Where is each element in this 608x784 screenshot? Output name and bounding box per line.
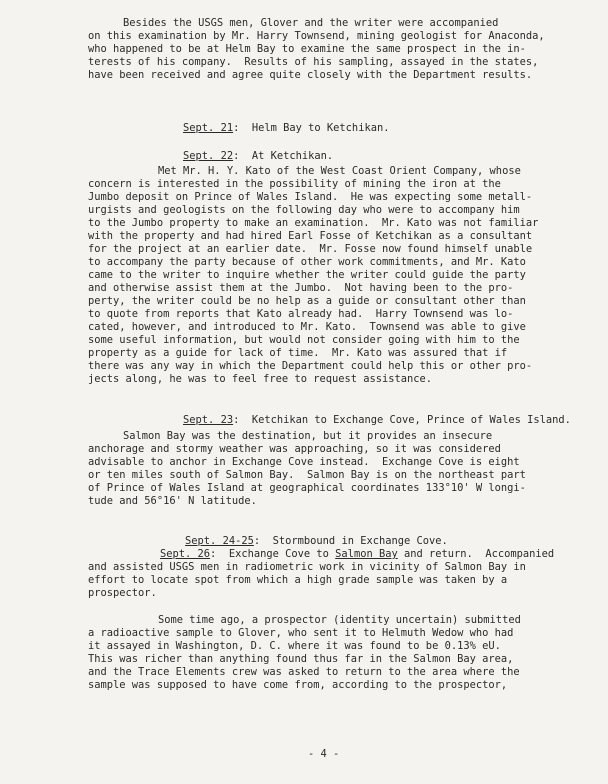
text-line: concern is interested in the possibility of mining the iron at the bbox=[88, 178, 501, 190]
text-line: came to the writer to inquire whether the writer could guide the party bbox=[88, 269, 526, 281]
text-line: have been received and agree quite closely with the Department results. bbox=[88, 69, 533, 81]
text-line: urgists and geologists on the following day who were to accompany him bbox=[88, 204, 520, 216]
text-line: of Prince of Wales Island at geographical coordinates 133°10' W longi- bbox=[88, 482, 526, 494]
text-line: prospector. bbox=[88, 587, 157, 599]
text-line: terests of his company. Results of his sampling, assayed in the states, bbox=[88, 56, 539, 68]
text-line: Some time ago, a prospector (identity uncertain) submitted bbox=[158, 614, 521, 626]
text-line: and assisted USGS men in radiometric work in vicinity of Salmon Bay in bbox=[88, 561, 526, 573]
entry-place: Salmon Bay bbox=[335, 548, 398, 560]
text-line: a radioactive sample to Glover, who sent it to Helmuth Wedow who had bbox=[88, 627, 514, 639]
text-line: advisable to anchor in Exchange Cove instead. Exchange Cove is eight bbox=[88, 456, 520, 468]
text-line: effort to locate spot from which a high grade sample was taken by a bbox=[88, 574, 508, 586]
text-line: Salmon Bay was the destination, but it provides an insecure bbox=[123, 430, 493, 442]
entry-text: : Helm Bay to Ketchikan. bbox=[233, 122, 390, 134]
text-line: it assayed in Washington, D. C. where it was found to be 0.13% eU. bbox=[88, 640, 501, 652]
text-line: or ten miles south of Salmon Bay. Salmon Bay is on the northeast part bbox=[88, 469, 526, 481]
text-line: there was any way in which the Department could help this or other pro- bbox=[88, 360, 533, 372]
entry-first-line bbox=[160, 548, 554, 560]
text-line: Jumbo deposit on Prince of Wales Island. He was expecting some metall- bbox=[88, 191, 533, 203]
text-line: to accompany the party because of other work commitments, and Mr. Kato bbox=[88, 256, 526, 268]
text-line: and the Trace Elements crew was asked to return to the area where the bbox=[88, 666, 520, 678]
text-line: property as a guide for lack of time. Mr. Kato was assured that if bbox=[88, 347, 508, 359]
text-line: who happened to be at Helm Bay to examine the same prospect in the in- bbox=[88, 43, 526, 55]
entry-date: Sept. 23 bbox=[183, 414, 234, 426]
entry-date: Sept. 22 bbox=[183, 150, 234, 162]
text-line: with the property and had hired Earl Fosse of Ketchikan as a consultant bbox=[88, 230, 533, 242]
text-line: to the Jumbo property to make an examination. Mr. Kato was not familiar bbox=[88, 217, 539, 229]
entry-date: Sept. 26 bbox=[160, 548, 211, 560]
text-line: cated, however, and introduced to Mr. Kato. Townsend was able to give bbox=[88, 321, 526, 333]
text-line: to quote from reports that Kato already had. Harry Townsend was lo- bbox=[88, 308, 514, 320]
text-line: tude and 56°16' N latitude. bbox=[88, 495, 257, 507]
entry-text: : Exchange Cove to bbox=[210, 548, 336, 560]
entry-text: : Stormbound in Exchange Cove. bbox=[253, 535, 448, 547]
text-line: some useful information, but would not consider going with him to the bbox=[88, 334, 520, 346]
entry-date: Sept. 24-25 bbox=[185, 535, 254, 547]
text-line: Met Mr. H. Y. Kato of the West Coast Orient Company, whose bbox=[158, 165, 521, 177]
text-line: This was richer than anything found thus far in the Salmon Bay area, bbox=[88, 653, 514, 665]
text-line: perty, the writer could be no help as a guide or consultant other than bbox=[88, 295, 526, 307]
text-line: sample was supposed to have come from, according to the prospector, bbox=[88, 679, 508, 691]
text-line: for the project at an earlier date. Mr. Fosse now found himself unable bbox=[88, 243, 533, 255]
entry-text: and return. Accompanied bbox=[397, 548, 555, 560]
text-line: Besides the USGS men, Glover and the writer were accompanied bbox=[123, 17, 499, 29]
entry-text: : Ketchikan to Exchange Cove, Prince of Wales Island. bbox=[233, 414, 571, 426]
text-line: on this examination by Mr. Harry Townsend, mining geologist for Anaconda, bbox=[88, 30, 545, 42]
entry-text: : At Ketchikan. bbox=[233, 150, 334, 162]
entry-date: Sept. 21 bbox=[183, 122, 234, 134]
text-line: and otherwise assist them at the Jumbo. Not having been to the pro- bbox=[88, 282, 514, 294]
text-line: jects along, he was to feel free to request assistance. bbox=[88, 373, 433, 385]
text-line: anchorage and stormy weather was approaching, so it was considered bbox=[88, 443, 501, 455]
page-number: - 4 - bbox=[308, 748, 340, 760]
